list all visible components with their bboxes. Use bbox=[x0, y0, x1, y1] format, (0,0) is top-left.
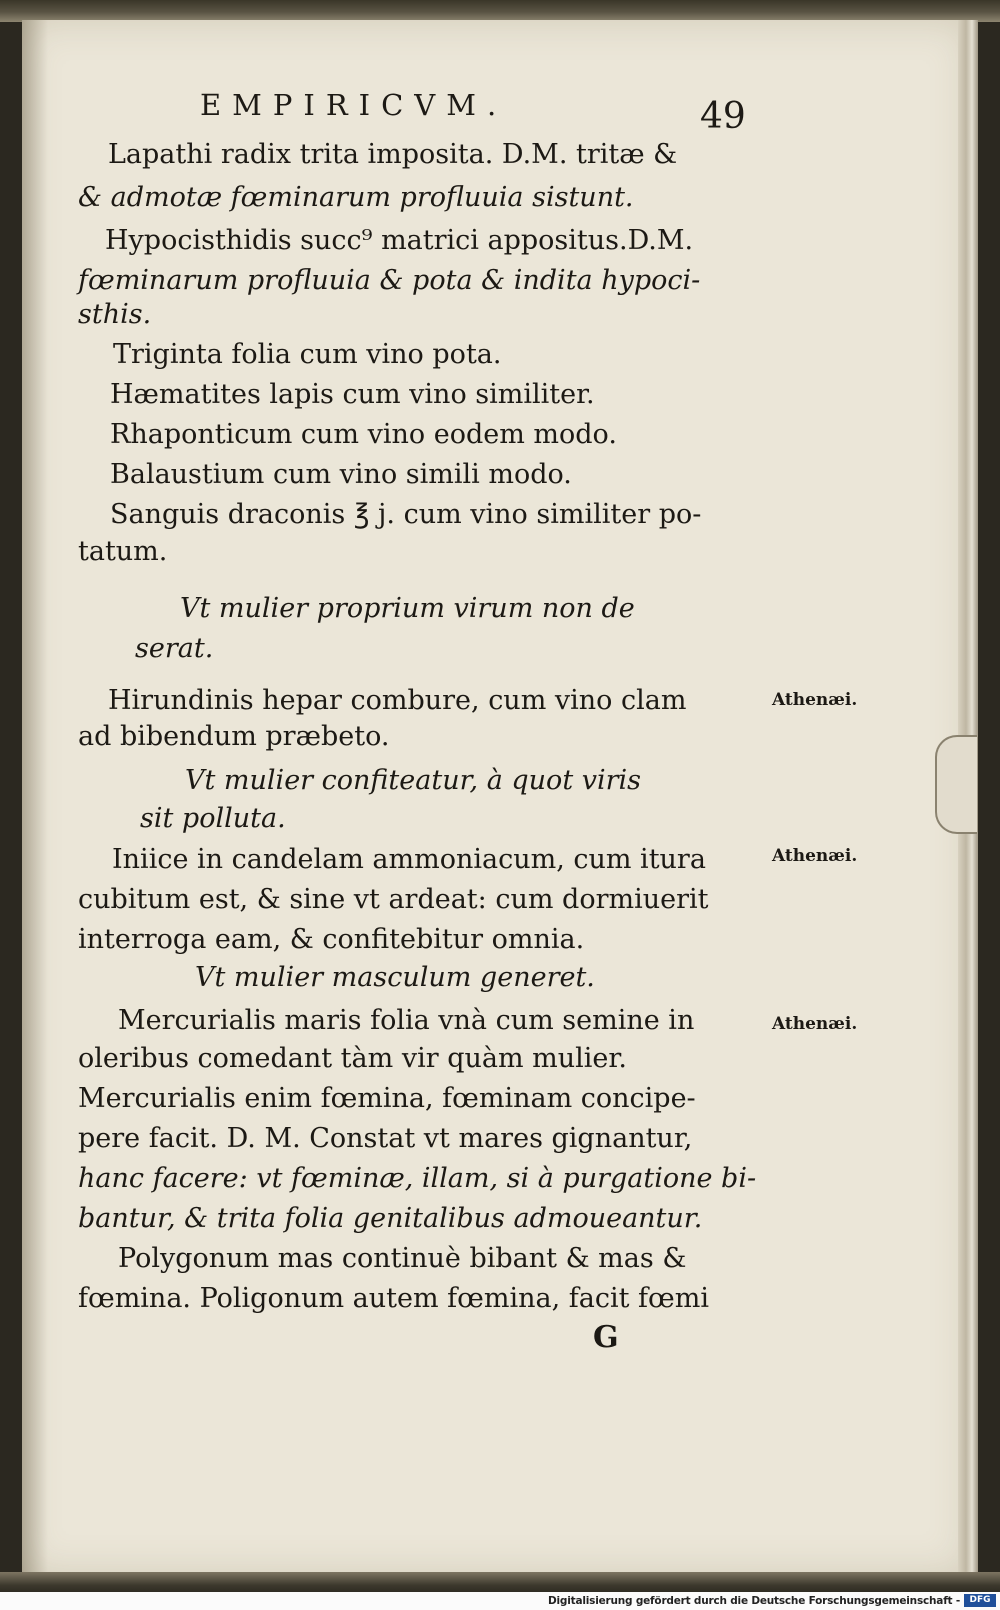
section-heading: Vt mulier proprium virum non de bbox=[180, 593, 635, 624]
text-line: & admotæ fœminarum profluuia sistunt. bbox=[78, 182, 634, 213]
text-line: Iniice in candelam ammoniacum, cum itura bbox=[112, 844, 706, 875]
gutter-shadow bbox=[22, 20, 48, 1575]
text-line: sthis. bbox=[78, 299, 152, 330]
page-number: 49 bbox=[700, 96, 746, 137]
margin-note: Athenæi. bbox=[772, 846, 858, 866]
running-head: EMPIRICVM. bbox=[200, 88, 508, 122]
footer-credit: Digitalisierung gefördert durch die Deutsche Forschungsgemeinschaft - bbox=[548, 1595, 960, 1607]
section-heading: Vt mulier masculum generet. bbox=[195, 962, 595, 993]
text-line: tatum. bbox=[78, 536, 168, 567]
text-line: fœmina. Poligonum autem fœmina, facit fœmi bbox=[78, 1283, 709, 1314]
text-line: fœminarum profluuia & pota & indita hypoci- bbox=[78, 265, 701, 296]
text-line: Balaustium cum vino simili modo. bbox=[110, 459, 572, 490]
text-line: Hæmatites lapis cum vino similiter. bbox=[110, 379, 595, 410]
margin-note: Athenæi. bbox=[772, 690, 858, 710]
text-line: ad bibendum præbeto. bbox=[78, 721, 390, 752]
text-line: hanc facere: vt fœminæ, illam, si à purgatione bi- bbox=[78, 1163, 757, 1194]
book-cover-bottom bbox=[0, 1572, 1000, 1594]
dfg-logo: DFG bbox=[964, 1594, 996, 1607]
signature-mark: G bbox=[593, 1320, 619, 1355]
text-line: Triginta folia cum vino pota. bbox=[113, 339, 502, 370]
text-line: Mercurialis enim fœmina, fœminam concipe- bbox=[78, 1083, 696, 1114]
text-line: bantur, & trita folia genitalibus admoueantur. bbox=[78, 1203, 703, 1234]
text-line: interroga eam, & confitebitur omnia. bbox=[78, 924, 585, 955]
text-line: oleribus comedant tàm vir quàm mulier. bbox=[78, 1043, 627, 1074]
section-heading: Vt mulier confiteatur, à quot viris bbox=[185, 765, 642, 796]
text-line: Polygonum mas continuè bibant & mas & bbox=[118, 1243, 687, 1274]
text-line: Hypocisthidis succ⁹ matrici appositus.D.M. bbox=[105, 225, 694, 256]
text-line: Lapathi radix trita imposita. D.M. tritæ & bbox=[108, 139, 678, 170]
section-heading: serat. bbox=[135, 633, 214, 664]
page-tab-mark bbox=[935, 735, 977, 834]
book-cover-top bbox=[0, 0, 1000, 22]
text-line: Mercurialis maris folia vnà cum semine in bbox=[118, 1005, 695, 1036]
text-line: cubitum est, & sine vt ardeat: cum dormiuerit bbox=[78, 884, 709, 915]
text-line: Rhaponticum cum vino eodem modo. bbox=[110, 419, 617, 450]
text-line: Sanguis draconis ℥ j. cum vino similiter po- bbox=[110, 499, 702, 530]
section-heading: sit polluta. bbox=[140, 803, 286, 834]
margin-note: Athenæi. bbox=[772, 1014, 858, 1034]
text-line: Hirundinis hepar combure, cum vino clam bbox=[108, 685, 687, 716]
text-line: pere facit. D. M. Constat vt mares gignantur, bbox=[78, 1123, 693, 1154]
